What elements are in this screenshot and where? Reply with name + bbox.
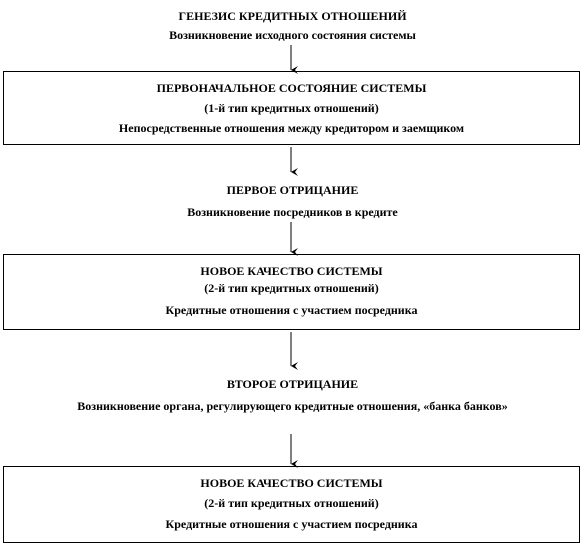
genesis-subtitle: Возникновение исходного состояния системы [169, 28, 416, 42]
genesis-title: ГЕНЕЗИС КРЕДИТНЫХ ОТНОШЕНИЙ [178, 9, 407, 23]
first-negation-title: ПЕРВОЕ ОТРИЦАНИЕ [226, 183, 359, 197]
second-negation-desc: Возникновение органа, регулирующего кредитные отношения, «банка банков» [77, 399, 508, 413]
new-quality-title-1: НОВОЕ КАЧЕСТВО СИСТЕМЫ [200, 264, 383, 278]
initial-state-type: (1-й тип кредитных отношений) [204, 101, 379, 115]
first-negation-desc: Возникновение посредников в кредите [187, 205, 398, 219]
new-quality-title-2: НОВОЕ КАЧЕСТВО СИСТЕМЫ [200, 476, 383, 490]
initial-state-desc: Непосредственные отношения между кредитором и заемщиком [118, 121, 465, 135]
new-quality-desc-1: Кредитные отношения с участием посредника [165, 303, 418, 317]
initial-state-title: ПЕРВОНАЧАЛЬНОЕ СОСТОЯНИЕ СИСТЕМЫ [156, 81, 427, 95]
new-quality-type-2: (2-й тип кредитных отношений) [204, 496, 379, 510]
second-negation-title: ВТОРОЕ ОТРИЦАНИЕ [226, 377, 359, 391]
new-quality-desc-2: Кредитные отношения с участием посредника [165, 517, 418, 531]
new-quality-type-1: (2-й тип кредитных отношений) [204, 281, 379, 295]
